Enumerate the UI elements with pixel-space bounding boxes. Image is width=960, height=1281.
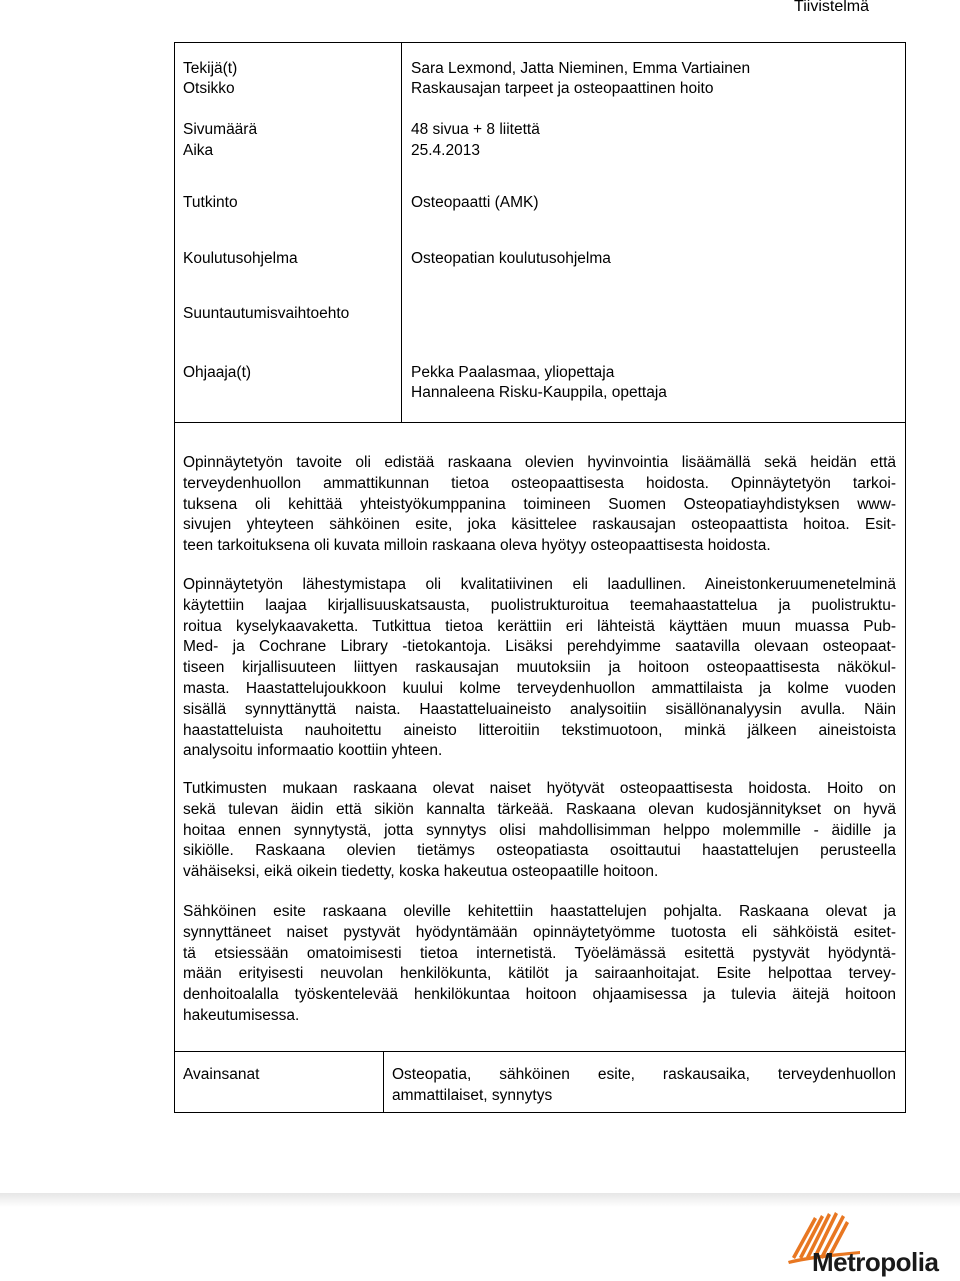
keywords-line-2: ammattilaiset, synnytys bbox=[392, 1087, 553, 1104]
abstract-line: masta. Haastattelujoukkoon kuului kolme terveydenhuollon ammattilaista ja kolme vuoden bbox=[183, 679, 896, 697]
label-degree: Tutkinto bbox=[183, 194, 238, 211]
abstract-line: denhoitoalalla työskentelevää henkilökuntaa hoitoon ohjaamisessa ja tulevia äitejä hoitoon bbox=[183, 986, 896, 1004]
label-supervisors: Ohjaaja(t) bbox=[183, 364, 252, 381]
abstract-line: Med- ja Cochrane Library -tietokantoja. Lisäksi perehdyimme saatavilla olevaan osteopaat- bbox=[183, 638, 896, 656]
abstract-paragraph-1 bbox=[183, 453, 896, 557]
abstract-line: Opinnäytetyön tavoite oli edistää raskaana olevien hyvinvointia lisäämällä sekä heidän että bbox=[183, 454, 896, 471]
label-programme: Koulutusohjelma bbox=[183, 250, 298, 267]
value-supervisor-2: Hannaleena Risku-Kauppila, opettaja bbox=[411, 384, 667, 401]
abstract-line: analysoitu informaatio koottiin yhteen. bbox=[183, 742, 443, 760]
abstract-line: Tutkimusten mukaan raskaana olevat naiset hyötyvät osteopaattisesta hoidosta. Hoito on bbox=[183, 780, 896, 797]
abstract-paragraph-2 bbox=[183, 575, 896, 762]
label-title: Otsikko bbox=[183, 80, 235, 97]
abstract-paragraph-4 bbox=[183, 902, 896, 1027]
abstract-line: hoitaa ennen synnytystä, jotta synnytys olisi mahdollisimman helppo molemmille - äidille ja bbox=[183, 821, 896, 839]
label-pages: Sivumäärä bbox=[183, 121, 258, 138]
abstract-line: roitua kyselykaavaketta. Tutkittua tietoa kerättiin eri lähteistä käyttäen muun muassa Pub- bbox=[183, 617, 896, 635]
keywords-line-1: Osteopatia, sähköinen esite, raskausaika, terveydenhuollon bbox=[392, 1066, 896, 1083]
keywords-label: Avainsanat bbox=[183, 1066, 260, 1083]
abstract-line: sisällä synnyttänyttä naista. Haastatteluaineisto analysoitiin sisällönanalyysin avulla. Näin bbox=[183, 700, 896, 718]
abstract-line: vähäiseksi, eikä oikein tiedetty, koska hakeutua osteopaatille hoitoon. bbox=[183, 863, 659, 881]
value-programme: Osteopatian koulutusohjelma bbox=[411, 250, 611, 267]
info-table-divider bbox=[401, 43, 402, 422]
metropolia-logo-text: Metropolia bbox=[812, 1247, 939, 1277]
abstract-line: haastatteluista nauhoitettu aineisto litteroitiin tekstimuotoon, minkä jälkeen aineistoista bbox=[183, 721, 896, 739]
value-degree: Osteopaatti (AMK) bbox=[411, 194, 539, 211]
keywords-values bbox=[392, 1064, 896, 1106]
label-date: Aika bbox=[183, 142, 214, 159]
abstract-line: terveydenhuollon ammattikunnan tietoa osteopaattisesta hoidosta. Opinnäytetyön tarkoi- bbox=[183, 474, 896, 492]
abstract-line: synnyttäneet naiset pystyvät hyödyntämään opinnäytetyömme tuotosta eli sähköistä esitet- bbox=[183, 923, 896, 941]
abstract-line: Opinnäytetyön lähestymistapa oli kvalitatiivinen eli laadullinen. Aineistonkeruumenetelminä bbox=[183, 576, 896, 593]
label-authors: Tekijä(t) bbox=[183, 60, 238, 77]
abstract-line: tiseen kirjallisuuteen liittyen raskausajan muutoksiin ja hoitoon osteopaattisesta näkökul- bbox=[183, 659, 896, 677]
keywords-divider bbox=[383, 1052, 384, 1112]
abstract-line: tä etsiessään omatoimisesti tietoa internetistä. Työelämässä esitettä pystyvät hyödyntä- bbox=[183, 944, 896, 962]
value-title: Raskausajan tarpeet ja osteopaattinen hoito bbox=[411, 80, 714, 97]
abstract-line: teen tarkoituksena oli kuvata milloin raskaana oleva hyötyy osteopaattisesta hoidosta. bbox=[183, 537, 771, 555]
metropolia-logo bbox=[780, 1205, 960, 1276]
value-authors: Sara Lexmond, Jatta Nieminen, Emma Vartiainen bbox=[411, 60, 751, 77]
abstract-line: käytettiin laajaa kirjallisuuskatsausta, puolistrukturoitua teemahaastattelua ja puolistruktu- bbox=[183, 596, 896, 614]
value-supervisor-1: Pekka Paalasmaa, yliopettaja bbox=[411, 364, 615, 381]
value-pages: 48 sivua + 8 liitettä bbox=[411, 121, 540, 138]
abstract-line: mään erityisesti neuvolan henkilökunta, kätilöt ja sairaanhoitajat. Esite helpottaa tervey- bbox=[183, 965, 896, 983]
abstract-line: sekä tulevan äidin että sikiön kannalta tärkeää. Raskaana olevan kudosjännitykset on hyvä bbox=[183, 800, 896, 818]
abstract-line: tuksena oli kehittää yhteistyökumppanina toimineen Suomen Osteopatiayhdistyksen www- bbox=[183, 495, 896, 513]
abstract-paragraph-3 bbox=[183, 779, 896, 883]
value-date: 25.4.2013 bbox=[411, 142, 480, 159]
abstract-line: sikiölle. Raskaana olevien tietämys osteopatiasta osoittautui haastattelujen perusteella bbox=[183, 842, 896, 860]
label-specialization: Suuntautumisvaihtoehto bbox=[183, 305, 350, 322]
page-header-title: Tiivistelmä bbox=[794, 0, 869, 15]
abstract-line: hakeutumisessa. bbox=[183, 1006, 300, 1024]
abstract-line: sivujen yhteyteen sähköinen esite, joka käsittelee raskausajan osteopaattista hoitoa. Esit- bbox=[183, 516, 896, 534]
abstract-line: Sähköinen esite raskaana oleville kehitettiin haastattelujen pohjalta. Raskaana olevat ja bbox=[183, 903, 896, 920]
